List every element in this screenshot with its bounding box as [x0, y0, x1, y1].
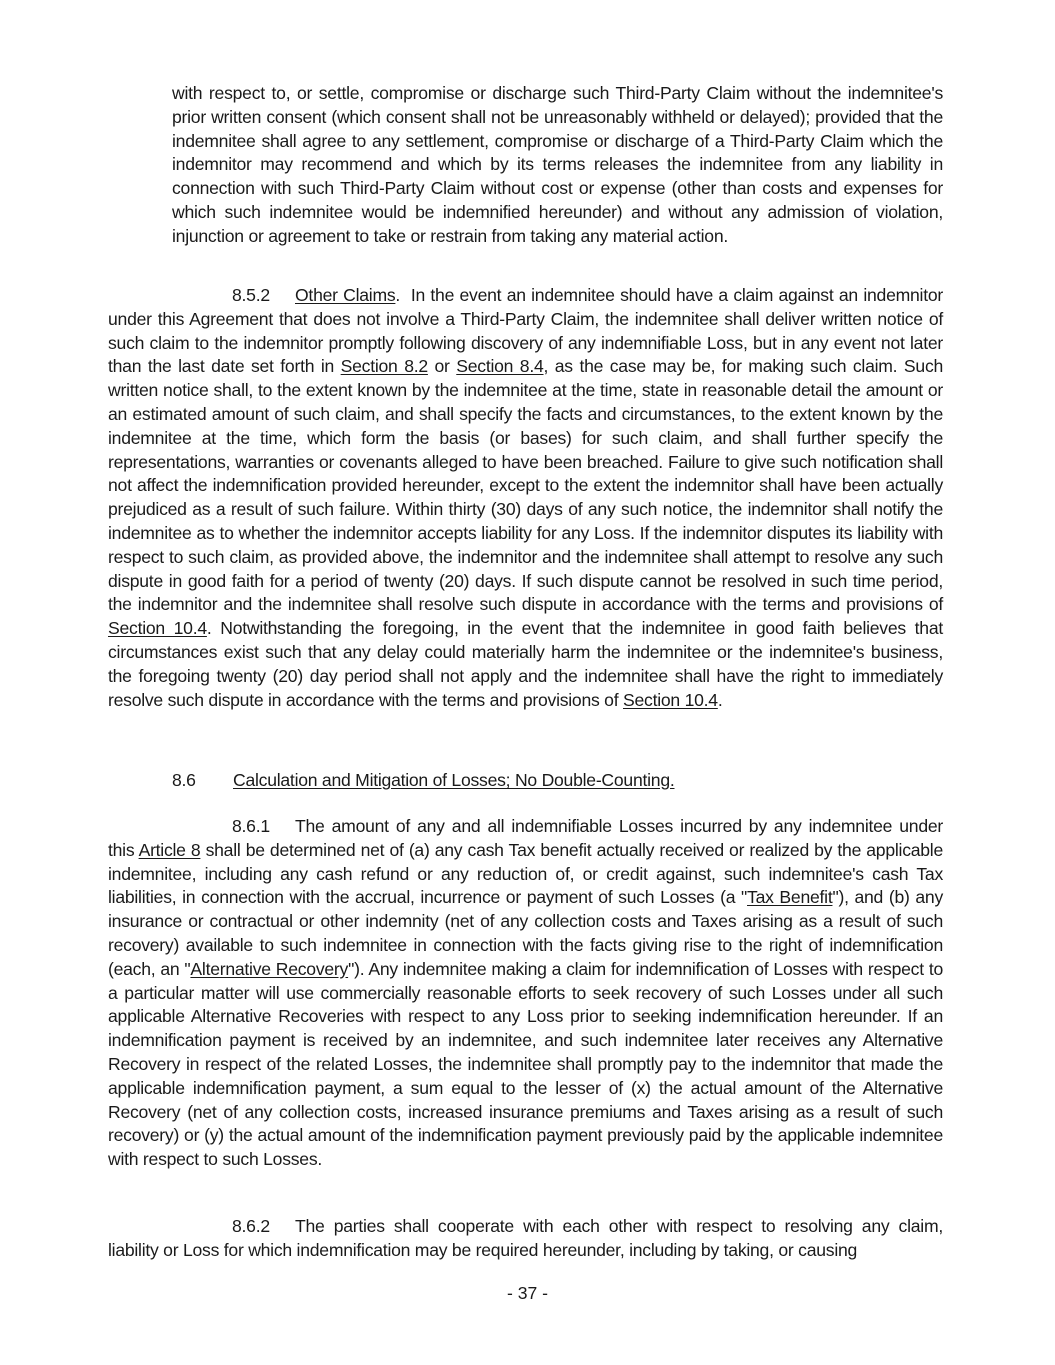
section-8-6-2-paragraph: 8.6.2 The parties shall cooperate with each other with respect to resolving any claim, liability or Loss for which indemnification may be required hereunder, including by taking, or causing — [108, 1216, 943, 1260]
cross-reference: Section 8.2 — [340, 356, 428, 377]
section-number: 8.6.1 — [232, 816, 270, 836]
cross-reference: Section 10.4 — [108, 618, 207, 639]
section-title: Other Claims — [295, 285, 396, 305]
section-number: 8.6 — [172, 770, 196, 790]
defined-term: Tax Benefit — [747, 887, 833, 908]
continuation-paragraph: with respect to, or settle, compromise or discharge such Third-Party Claim without the indemnitee's prior written consent (which consent shall not be unreasonably withheld or delayed); provided that the indemnitee shall agree to any settlement, compromise or discharge of a Third-Party Claim which the indemnitor may recommend and which by its terms releases the indemnitee from any liability in connection with such Third-Party Claim without cost or expense (other than costs and expenses for which such indemnitee would be indemnified hereunder) and without any admission of violation, injunction or agreement to take or restrain from taking any material action. — [172, 83, 943, 246]
section-8-5-2-paragraph: 8.5.2 Other Claims. In the event an indemnitee should have a claim against an indemnitor under this Agreement that does not involve a Third-Party Claim, the indemnitee shall deliver written notice of such claim to the indemnitor promptly following discovery of any indemnifiable Loss, but in any event not later than the last date set forth in Section 8.2 or Section 8.4, as the case may be, for making such claim. Such written notice shall, to the extent known by the indemnitee at the time, state in reasonable detail the amount or an estimated amount of such claim, and shall specify the facts and circumstances, to the extent known by the indemnitee at the time, which form the basis (or bases) for such claim, and shall further specify the representations, warranties or covenants alleged to have been breached. Failure to give such notification shall not affect the indemnification provided hereunder, except to the extent the indemnitor shall have been actually prejudiced as a result of such failure. Within thirty (30) days of any such notice, the indemnitor shall notify the indemnitee as to whether the indemnitor accepts liability for any Loss. If the indemnitor disputes its liability with respect to such claim, as provided above, the indemnitor and the indemnitee shall attempt to resolve any such dispute in good faith for a period of twenty (20) days. If such dispute cannot be resolved in such time period, the indemnitor and the indemnitee shall resolve such dispute in accordance with the terms and provisions of Section 10.4. Notwithstanding the foregoing, in the event that the indemnitee in good faith believes that circumstances exist such that any delay could materially harm the indemnitee or the indemnitee's business, the foregoing twenty (20) day period shall not apply and the indemnitee shall have the right to immediately resolve such dispute in accordance with the terms and provisions of Section 10.4. — [108, 285, 944, 710]
cross-reference: Article 8 — [138, 839, 201, 860]
section-title: Calculation and Mitigation of Losses; No Double-Counting. — [233, 770, 675, 790]
section-8-6-heading — [172, 769, 675, 793]
defined-term: Alternative Recovery — [190, 958, 349, 979]
section-number: 8.5.2 — [232, 285, 270, 305]
section-8-6-1-paragraph: 8.6.1 The amount of any and all indemnifiable Losses incurred by any indemnitee under this Article 8 shall be determined net of (a) any cash Tax benefit actually received or realized by the applicable indemnitee, including any cash refund or any reduction of, or credit against, such indemnitee's cash Tax liabilities, in connection with the accrual, incurrence or payment of such Losses (a "Tax Benefit"), and (b) any insurance or contractual or other indemnity (net of any collection costs and Taxes arising as a result of such recovery) available to such indemnitee in connection with the facts giving rise to the right of indemnification (each, an "Alternative Recovery"). Any indemnitee making a claim for indemnification of Losses with respect to a particular matter will use commercially reasonable efforts to seek recovery of such Losses under all such applicable Alternative Recoveries with respect to any Loss prior to seeking indemnification hereunder. If an indemnification payment is received by an indemnitee, and such indemnitee later receives any Alternative Recovery in respect of the related Losses, the indemnitee shall promptly pay to the indemnitor that made the applicable indemnification payment, a sum equal to the lesser of (x) the actual amount of the Alternative Recovery (net of any collection costs, increased insurance premiums and Taxes arising as a result of such recovery) or (y) the actual amount of the indemnification payment previously paid by the applicable indemnitee with respect to such Losses. — [108, 816, 943, 1170]
section-number: 8.6.2 — [232, 1216, 270, 1236]
cross-reference: Section 8.4 — [456, 356, 544, 377]
page-number: - 37 - — [506, 1283, 549, 1303]
cross-reference: Section 10.4 — [623, 689, 718, 710]
